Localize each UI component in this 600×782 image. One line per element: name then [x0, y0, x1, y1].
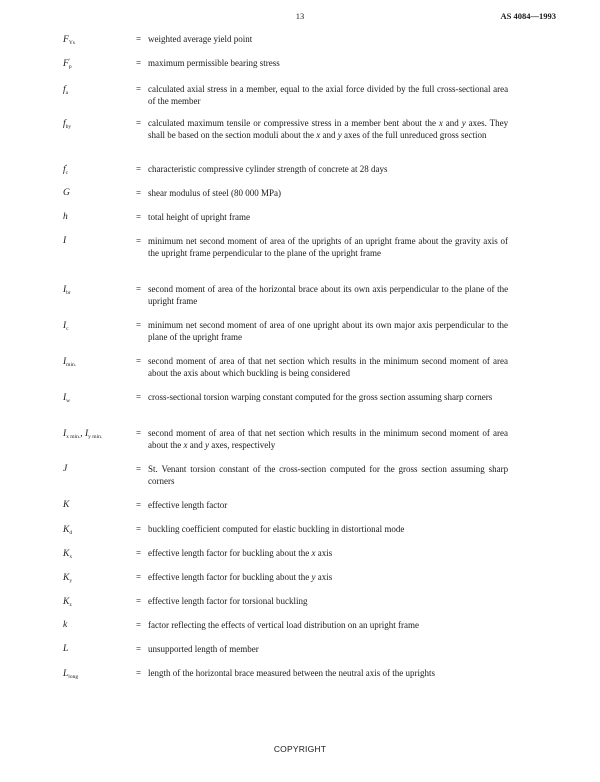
definition-text: maximum permissible bearing stress	[148, 58, 280, 68]
page-number: 13	[295, 11, 305, 21]
symbol: K z	[63, 597, 72, 608]
symbol: I br	[63, 285, 71, 296]
equals-sign: =	[136, 428, 142, 438]
symbol: L	[63, 644, 69, 654]
symbol: L long	[63, 669, 79, 680]
symbol: G	[63, 188, 70, 198]
equals-sign: =	[136, 58, 142, 68]
symbol: k	[63, 620, 68, 630]
equals-sign: =	[136, 464, 142, 474]
copyright-footer: COPYRIGHT	[273, 744, 327, 754]
symbol: K x	[63, 549, 73, 560]
equals-sign: =	[136, 320, 142, 330]
symbol: I w	[63, 393, 71, 404]
definition-text: second moment of area of that net section which results in the minimum second moment of area about the axis about which buckling is being considered	[148, 356, 508, 378]
definition-text: minimum net second moment of area of one upright about its own major axis perpendicular to the plane of the upright frame	[148, 320, 509, 342]
equals-sign: =	[136, 356, 142, 366]
definition-text: calculated maximum tensile or compressive stress in a member bent about the x and y axes. They shall be based on the section moduli about the x and y axes of the full unreduced gross section	[148, 118, 509, 140]
equals-sign: =	[136, 164, 142, 174]
equals-sign: =	[136, 284, 142, 294]
symbol: K	[63, 500, 70, 510]
symbol: K y	[63, 573, 73, 584]
definition-text: weighted average yield point	[148, 34, 253, 44]
symbol: I c	[63, 321, 69, 332]
symbol: F ′ p	[63, 58, 72, 70]
equals-sign: =	[136, 212, 142, 222]
equals-sign: =	[136, 118, 142, 128]
symbol: J	[63, 464, 68, 474]
equals-sign: =	[136, 668, 142, 678]
equals-sign: =	[136, 392, 142, 402]
symbol: F Ys	[63, 35, 75, 46]
definition-text: cross-sectional torsion warping constant computed for the gross section assuming sharp corners	[148, 392, 493, 402]
equals-sign: =	[136, 500, 142, 510]
symbol: I min.	[63, 357, 77, 368]
equals-sign: =	[136, 236, 142, 246]
symbol: K d	[63, 525, 73, 536]
symbol: h	[63, 212, 68, 222]
equals-sign: =	[136, 524, 142, 534]
symbol: I	[63, 236, 67, 246]
equals-sign: =	[136, 644, 142, 654]
definition-text: calculated axial stress in a member, equal to the axial force divided by the full cross-sectional area of the member	[148, 84, 509, 106]
symbol: f by	[63, 119, 72, 130]
equals-sign: =	[136, 188, 142, 198]
equals-sign: =	[136, 548, 142, 558]
symbol: f a	[63, 85, 69, 96]
definition-text: factor reflecting the effects of vertical load distribution on an upright frame	[148, 620, 420, 630]
definition-text: effective length factor for buckling about the x axis	[148, 548, 333, 558]
equals-sign: =	[136, 84, 142, 94]
definition-text: minimum net second moment of area of the uprights of an upright frame about the gravity axis of the upright frame perpendicular to the plane of the upright frame	[148, 236, 509, 258]
document-reference: AS 4084—1993	[500, 11, 556, 21]
definition-text: unsupported length of member	[148, 644, 259, 654]
definition-text: second moment of area of that net section which results in the minimum second moment of area about the x and y axes, respectively	[148, 428, 508, 450]
symbol: I x min. , I y min.	[63, 429, 103, 440]
definition-text: shear modulus of steel (80 000 MPa)	[148, 188, 282, 198]
symbol: f ′ c	[63, 164, 69, 176]
definition-text: characteristic compressive cylinder strength of concrete at 28 days	[148, 164, 388, 174]
definition-text: buckling coefficient computed for elastic buckling in distortional mode	[148, 524, 405, 534]
definition-text: effective length factor	[148, 500, 228, 510]
equals-sign: =	[136, 572, 142, 582]
equals-sign: =	[136, 596, 142, 606]
definition-text: effective length factor for buckling about the y axis	[148, 572, 333, 582]
equals-sign: =	[136, 34, 142, 44]
definition-text: length of the horizontal brace measured between the neutral axis of the uprights	[148, 668, 435, 678]
equals-sign: =	[136, 620, 142, 630]
definition-text: second moment of area of the horizontal brace about its own axis perpendicular to the plane of the upright frame	[148, 284, 509, 306]
definition-text: effective length factor for torsional buckling	[148, 596, 308, 606]
definition-text: total height of upright frame	[148, 212, 250, 222]
definition-text: St. Venant torsion constant of the cross-section computed for the gross section assuming sharp corners	[148, 464, 509, 486]
